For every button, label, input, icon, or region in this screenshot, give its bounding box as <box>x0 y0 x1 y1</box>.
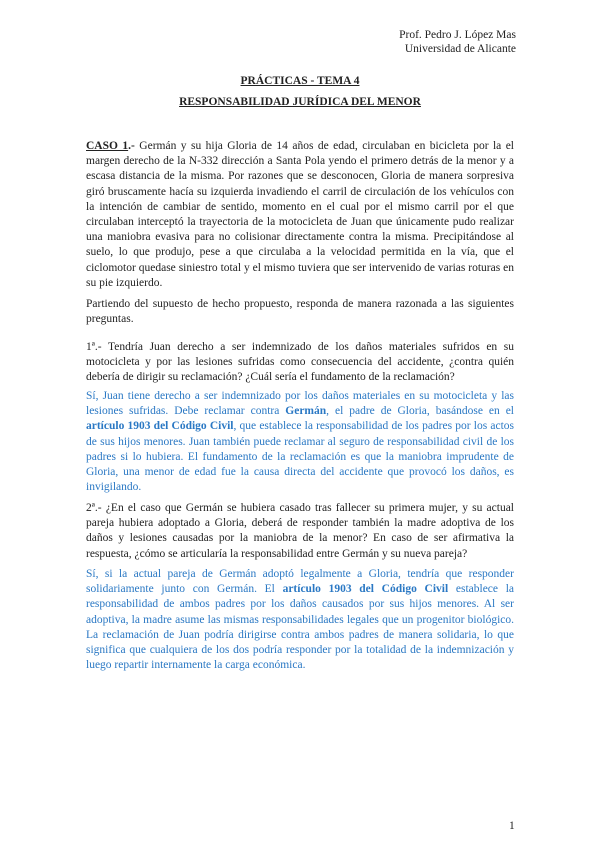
case-suffix: .- <box>128 140 135 152</box>
question-2: 2ª.- ¿En el caso que Germán se hubiera casado tras fallecer su primera mujer, y su actual pareja hubiera adoptado a Gloria, deberá de responder también la madre adoptiva de los daños y lesiones causadas por la maniobra de la menor? En caso de ser afirmativa la respuesta, ¿cómo se articularía la responsabilidad entre Germán y su nueva pareja? <box>86 502 514 560</box>
case-label: CASO 1 <box>86 140 129 152</box>
question-1: 1ª.- Tendría Juan derecho a ser indemnizado de los daños materiales sufridos en su motocicleta y por las lesiones sufridas como consecuencia del accidente, ¿contra quién debería de dirigir su reclamación? ¿Cuál sería el fundamento de la reclamación? <box>86 341 514 384</box>
answer-1-text-b: , el padre de Gloria, basándose en el <box>326 405 514 418</box>
header-author: Prof. Pedro J. López Mas <box>399 29 516 41</box>
doc-subtitle: RESPONSABILIDAD JURÍDICA DEL MENOR <box>179 96 421 108</box>
doc-title: PRÁCTICAS - TEMA 4 <box>240 75 360 87</box>
case-paragraph <box>86 139 514 291</box>
answer-2 <box>86 567 514 673</box>
header <box>399 28 516 56</box>
answer-1-bold-b: artículo 1903 del Código Civil <box>86 420 234 433</box>
answer-2-text-b: establece la responsabilidad de ambos padres por los daños causados por sus hijos menores. Al ser adoptiva, la madre asume las mismas responsabilidades legales que un progenitor biológico. La reclamación de Juan podría dirigirse contra ambos padres de manera solidaria, lo que significa que cualquiera de los dos podría responder por la totalidad de la indemnización y luego repartir internamente la carga económica. <box>86 583 515 672</box>
header-institution: Universidad de Alicante <box>404 43 516 55</box>
answer-2-text-a: Sí, si la actual pareja de Germán adoptó legalmente a Gloria, tendría que responder solidariamente junto con Germán. El <box>86 568 514 596</box>
page-number: 1 <box>509 820 515 832</box>
answer-1-bold-a: Germán <box>285 405 327 418</box>
intro-paragraph: Partiendo del supuesto de hecho propuesto, responda de manera razonada a las siguientes preguntas. <box>86 298 514 326</box>
answer-2-bold-a: artículo 1903 del Código Civil <box>282 583 449 596</box>
answer-1-text-a: Sí, Juan tiene derecho a ser indemnizado por los daños materiales en su motocicleta y las lesiones sufridas. Debe reclamar contra <box>86 390 514 418</box>
case-text: Germán y su hija Gloria de 14 años de edad, circulaban en bicicleta por la el margen derecho de la N-332 dirección a Santa Pola yendo el primero detrás de la menor y a escasa distancia de la misma. Por razones que se desconocen, Gloria de manera sorpresiva giró bruscamente hacía su izquierda invadiendo el carril de circulación de los vehículos con la intención de cambiar de sentido, momento en el cual por el mismo carril por el que circulaban interceptó la trayectoria de la motocicleta de Juan que únicamente pudo realizar una maniobra evasiva para no colisionar directamente contra la misma. Precipitándose al suelo, lo que produjo, pese a que circulaba a la velocidad permitida en la vía, que el ciclomotor quedase siniestro total y el mismo tuviera que ser intervenido de varias roturas en su pie izquierdo. <box>86 140 514 289</box>
answer-1 <box>86 389 514 495</box>
answer-1-text-c: , que establece la responsabilidad de los padres por los actos de sus hijos menores. Juan también puede reclamar al seguro de responsabilidad civil de los padres si lo hubiera. El fundamento de la reclamación es que la maniobra imprudente de Gloria, una menor de edad fue la causa directa del accidente que provocó los daños, es invigilando. <box>86 420 514 494</box>
